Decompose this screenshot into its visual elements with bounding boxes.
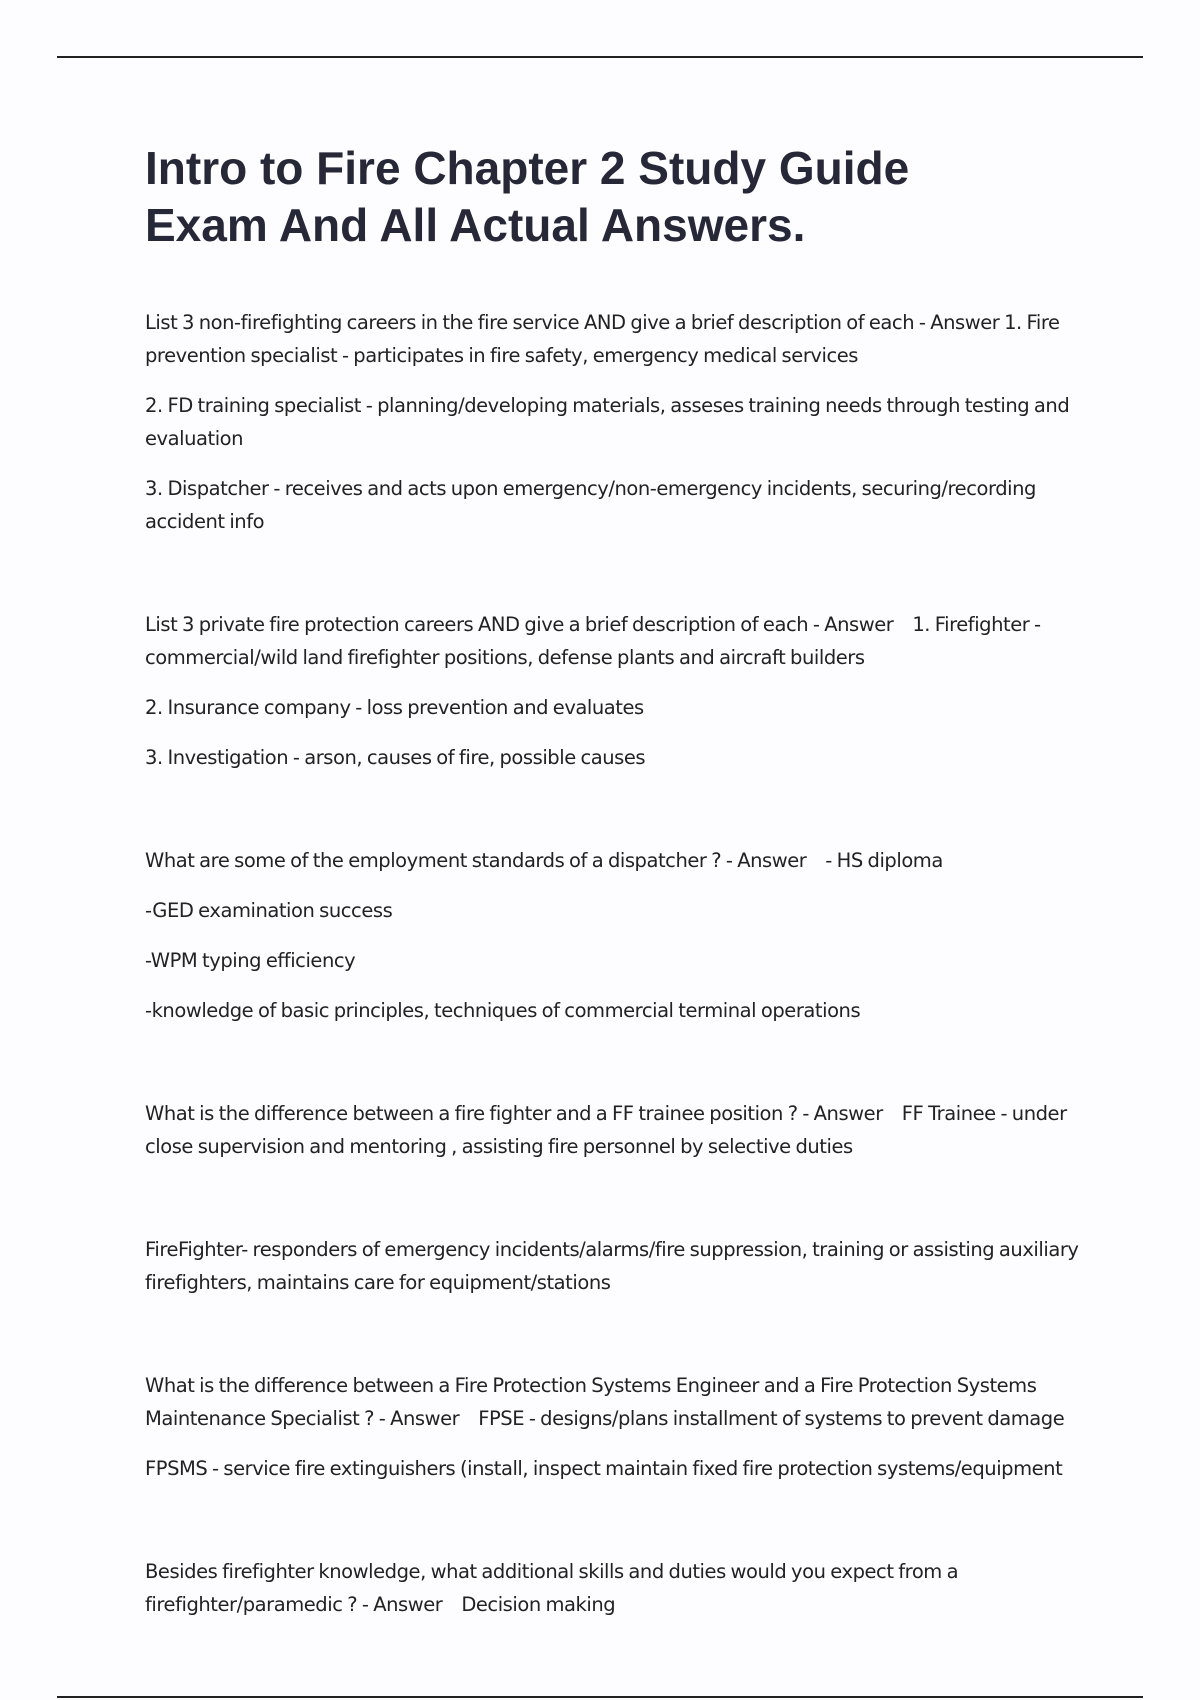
qa-paragraph: FireFighter- responders of emergency incidents/alarms/fire suppression, training or assisting auxiliary firefighters, maintains care for equipment/stations xyxy=(145,1238,1079,1294)
qa-block-7 xyxy=(145,1555,1095,1621)
qa-paragraph: What are some of the employment standards of a dispatcher ? - Answer - HS diploma xyxy=(145,849,943,872)
qa-paragraph: 2. Insurance company - loss prevention and evaluates xyxy=(145,696,644,719)
top-divider xyxy=(57,56,1143,58)
qa-paragraph: -GED examination success xyxy=(145,899,393,922)
qa-block-2 xyxy=(145,608,1095,774)
title-line-1: Intro to Fire Chapter 2 Study Guide xyxy=(145,142,910,194)
qa-paragraph: Besides firefighter knowledge, what additional skills and duties would you expect from a firefighter/paramedic ? - Answer Decision making xyxy=(145,1560,963,1616)
qa-paragraph: FPSMS - service fire extinguishers (install, inspect maintain fixed fire protection systems/equipment xyxy=(145,1457,1063,1480)
qa-paragraph: List 3 private fire protection careers AND give a brief description of each - Answer 1. Firefighter - commercial/wild land firefighter positions, defense plants and aircraft builders xyxy=(145,613,1046,669)
qa-paragraph: -WPM typing efficiency xyxy=(145,949,356,972)
qa-paragraph: -knowledge of basic principles, techniques of commercial terminal operations xyxy=(145,999,861,1022)
qa-block-6 xyxy=(145,1369,1095,1485)
title-line-2: Exam And All Actual Answers. xyxy=(145,199,806,251)
qa-paragraph: List 3 non-firefighting careers in the fire service AND give a brief description of each - Answer 1. Fire prevention specialist - participates in fire safety, emergency medical services xyxy=(145,311,1060,367)
document-body xyxy=(145,140,1095,1638)
qa-paragraph: 3. Investigation - arson, causes of fire, possible causes xyxy=(145,746,646,769)
qa-paragraph: What is the difference between a fire fighter and a FF trainee position ? - Answer FF Trainee - under close supervision and mentoring , assisting fire personnel by selective duties xyxy=(145,1102,1072,1158)
qa-block-1 xyxy=(145,306,1095,538)
qa-paragraph: What is the difference between a Fire Protection Systems Engineer and a Fire Protection Systems Maintenance Specialist ? - Answer FPSE - designs/plans installment of systems to prevent damage xyxy=(145,1374,1065,1430)
qa-block-4 xyxy=(145,1097,1095,1163)
qa-block-3 xyxy=(145,844,1095,1027)
qa-paragraph: 3. Dispatcher - receives and acts upon emergency/non-emergency incidents, securing/recording accident info xyxy=(145,477,1036,533)
qa-paragraph: 2. FD training specialist - planning/developing materials, asseses training needs through testing and evaluation xyxy=(145,394,1070,450)
document-title xyxy=(145,140,1095,254)
qa-block-5 xyxy=(145,1233,1095,1299)
bottom-divider xyxy=(57,1696,1143,1698)
